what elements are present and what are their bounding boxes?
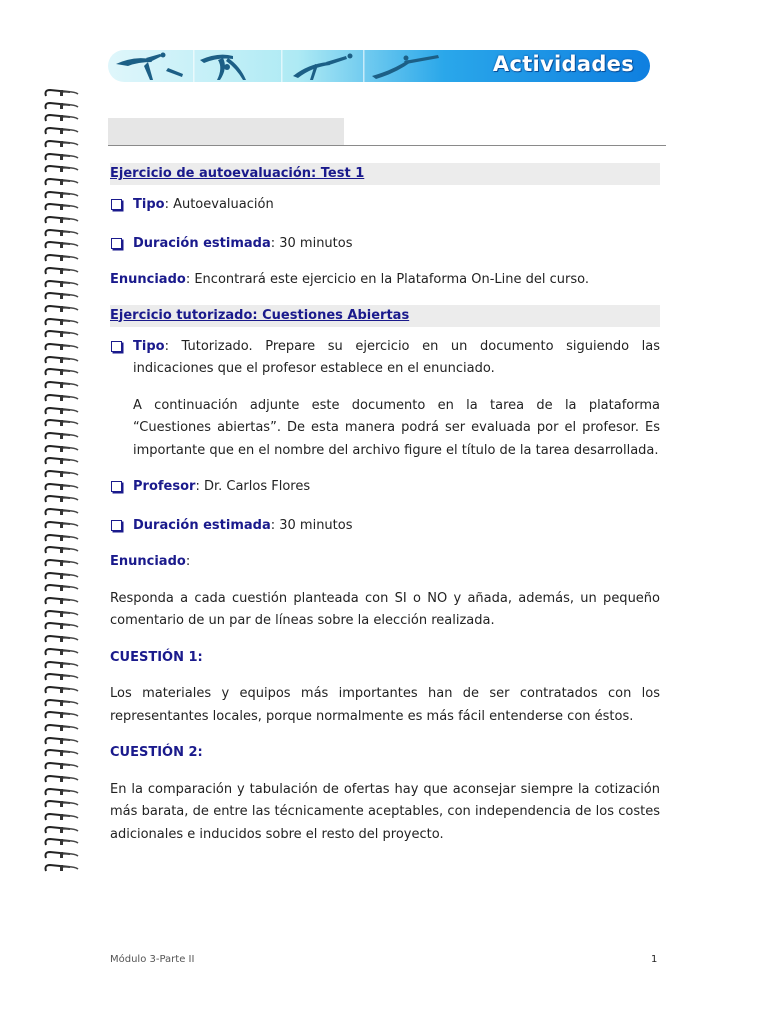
checkbox-bullet-icon bbox=[111, 341, 122, 352]
binding-ring-icon bbox=[40, 825, 82, 835]
footer-module: Módulo 3-Parte II bbox=[110, 954, 195, 965]
binding-ring-icon bbox=[40, 88, 82, 98]
binding-ring-icon bbox=[40, 215, 82, 225]
question1-text: Los materiales y equipos más importantes han de ser contratados con los representantes locales, porque normalmente es más fácil entenderse con éstos. bbox=[110, 686, 660, 724]
binding-ring-icon bbox=[40, 507, 82, 517]
section2-tipo-extra: A continuación adjunte este documento en la tarea de la plataforma “Cuestiones abiertas”. De esta manera podrá ser evaluada por el profesor. Es importante que en el nombre del archivo figure el título de la tarea desarrollada. bbox=[133, 397, 660, 458]
binding-ring-icon bbox=[40, 596, 82, 606]
header-grey-box bbox=[108, 118, 344, 145]
binding-ring-icon bbox=[40, 660, 82, 670]
binding-ring-icon bbox=[40, 113, 82, 123]
binding-ring-icon bbox=[40, 406, 82, 416]
binding-ring-icon bbox=[40, 812, 82, 822]
binding-ring-icon bbox=[40, 609, 82, 619]
page-number: 1 bbox=[651, 954, 658, 965]
section2-duracion: Duración estimada: 30 minutos bbox=[110, 515, 660, 538]
spiral-binding bbox=[40, 88, 82, 878]
question2-text: En la comparación y tabulación de ofertas hay que aconsejar siempre la cotización más barata, de entre las técnicamente aceptables, con independencia de los costes adicionales e inducidos sobre el resto del proyecto. bbox=[110, 781, 660, 842]
binding-ring-icon bbox=[40, 367, 82, 377]
activities-banner bbox=[108, 50, 650, 82]
binding-ring-icon bbox=[40, 761, 82, 771]
binding-ring-icon bbox=[40, 240, 82, 250]
binding-ring-icon bbox=[40, 101, 82, 111]
document-body bbox=[110, 163, 660, 846]
section2-profesor: Profesor: Dr. Carlos Flores bbox=[110, 476, 660, 499]
binding-ring-icon bbox=[40, 304, 82, 314]
binding-ring-icon bbox=[40, 291, 82, 301]
binding-ring-icon bbox=[40, 710, 82, 720]
question2-label: CUESTIÓN 2: bbox=[110, 745, 203, 760]
binding-ring-icon bbox=[40, 850, 82, 860]
binding-ring-icon bbox=[40, 418, 82, 428]
checkbox-bullet-icon bbox=[111, 238, 122, 249]
binding-ring-icon bbox=[40, 469, 82, 479]
banner-title: Actividades bbox=[492, 52, 634, 76]
binding-ring-icon bbox=[40, 139, 82, 149]
binding-ring-icon bbox=[40, 456, 82, 466]
binding-ring-icon bbox=[40, 177, 82, 187]
binding-ring-icon bbox=[40, 685, 82, 695]
binding-ring-icon bbox=[40, 152, 82, 162]
binding-ring-icon bbox=[40, 317, 82, 327]
binding-ring-icon bbox=[40, 558, 82, 568]
binding-ring-icon bbox=[40, 672, 82, 682]
question1-label: CUESTIÓN 1: bbox=[110, 649, 203, 665]
binding-ring-icon bbox=[40, 787, 82, 797]
binding-ring-icon bbox=[40, 228, 82, 238]
section1-duracion: Duración estimada: 30 minutos bbox=[110, 233, 660, 256]
binding-ring-icon bbox=[40, 748, 82, 758]
binding-ring-icon bbox=[40, 342, 82, 352]
binding-ring-icon bbox=[40, 723, 82, 733]
binding-ring-icon bbox=[40, 279, 82, 289]
binding-ring-icon bbox=[40, 266, 82, 276]
section2-tipo: Tipo: Tutorizado. Prepare su ejercicio en un documento siguiendo las indicaciones que el profesor establece en el enunciado. bbox=[110, 336, 660, 381]
section2-instrucciones: Responda a cada cuestión planteada con SI o NO y añada, además, un pequeño comentario de un par de líneas sobre la elección realizada. bbox=[110, 590, 660, 628]
binding-ring-icon bbox=[40, 329, 82, 339]
section1-tipo: Tipo: Autoevaluación bbox=[110, 194, 660, 217]
binding-ring-icon bbox=[40, 355, 82, 365]
checkbox-bullet-icon bbox=[111, 520, 122, 531]
binding-ring-icon bbox=[40, 647, 82, 657]
binding-ring-icon bbox=[40, 431, 82, 441]
binding-ring-icon bbox=[40, 545, 82, 555]
binding-ring-icon bbox=[40, 774, 82, 784]
binding-ring-icon bbox=[40, 621, 82, 631]
section2-heading: Ejercicio tutorizado: Cuestiones Abiertas bbox=[110, 305, 660, 327]
binding-ring-icon bbox=[40, 634, 82, 644]
binding-ring-icon bbox=[40, 253, 82, 263]
binding-ring-icon bbox=[40, 571, 82, 581]
binding-ring-icon bbox=[40, 494, 82, 504]
header-rule bbox=[108, 145, 666, 146]
binding-ring-icon bbox=[40, 482, 82, 492]
binding-ring-icon bbox=[40, 799, 82, 809]
section2-enunciado: Enunciado: bbox=[110, 554, 191, 569]
binding-ring-icon bbox=[40, 736, 82, 746]
binding-ring-icon bbox=[40, 202, 82, 212]
section1-enunciado: Enunciado: Encontrará este ejercicio en la Plataforma On-Line del curso. bbox=[110, 272, 589, 287]
binding-ring-icon bbox=[40, 190, 82, 200]
binding-ring-icon bbox=[40, 698, 82, 708]
binding-ring-icon bbox=[40, 393, 82, 403]
gymnast-silhouettes-icon bbox=[108, 50, 458, 82]
binding-ring-icon bbox=[40, 863, 82, 873]
binding-ring-icon bbox=[40, 126, 82, 136]
binding-ring-icon bbox=[40, 380, 82, 390]
binding-ring-icon bbox=[40, 583, 82, 593]
binding-ring-icon bbox=[40, 520, 82, 530]
binding-ring-icon bbox=[40, 533, 82, 543]
binding-ring-icon bbox=[40, 444, 82, 454]
binding-ring-icon bbox=[40, 164, 82, 174]
section1-heading: Ejercicio de autoevaluación: Test 1 bbox=[110, 163, 660, 185]
binding-ring-icon bbox=[40, 837, 82, 847]
checkbox-bullet-icon bbox=[111, 481, 122, 492]
checkbox-bullet-icon bbox=[111, 199, 122, 210]
